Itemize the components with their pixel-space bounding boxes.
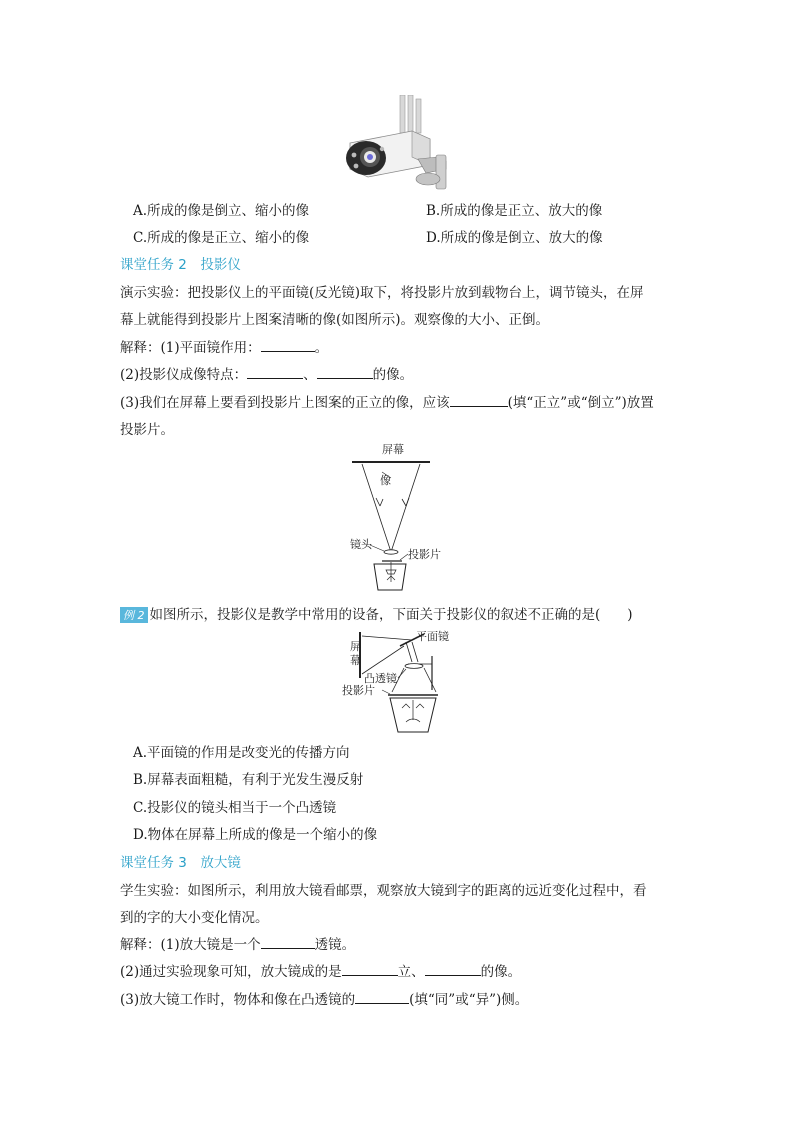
label-screen: 屏幕 <box>382 443 404 456</box>
task3-question-2: (2)通过实验现象可知，放大镜成的是 立、 的像。 <box>120 964 522 980</box>
label-mirror: 平面镜 <box>416 630 449 643</box>
task2-experiment-line2: 幕上就能得到投影片上图案清晰的像(如图所示)。观察像的大小、正倒。 <box>120 312 550 328</box>
task2-question-1: 解释：(1)平面镜作用： 。 <box>120 340 329 356</box>
projector-ray-diagram <box>340 440 460 592</box>
task2-question-3: (3)我们在屏幕上要看到投影片上图案的正立的像，应该 (填“正立”或“倒立”)放置 <box>120 395 654 411</box>
answer-blank[interactable] <box>355 992 409 1004</box>
section-title-task3: 课堂任务 3 放大镜 <box>120 855 241 871</box>
answer-blank[interactable] <box>247 367 303 379</box>
task3-experiment-line2: 到的字的大小变化情况。 <box>120 910 269 926</box>
label-image: 像 <box>380 474 391 487</box>
example2-option-a: A.平面镜的作用是改变光的传播方向 <box>133 745 350 761</box>
answer-blank[interactable] <box>425 964 481 976</box>
label-screen-1: 屏 <box>350 640 361 653</box>
task3-question-3: (3)放大镜工作时，物体和像在凸透镜的 (填“同”或“异”)侧。 <box>120 992 529 1008</box>
task2-question-3-line2: 投影片。 <box>120 422 174 438</box>
example-tag: 例 2 <box>120 607 148 623</box>
example2-question: 例 2 如图所示，投影仪是教学中常用的设备，下面关于投影仪的叙述不正确的是( ) <box>120 603 633 623</box>
example2-option-c: C.投影仪的镜头相当于一个凸透镜 <box>133 800 337 816</box>
task3-experiment-line1: 学生实验：如图所示，利用放大镜看邮票，观察放大镜到字的距离的远近变化过程中，看 <box>120 883 647 899</box>
example2-option-d: D.物体在屏幕上所成的像是一个缩小的像 <box>133 827 378 843</box>
option-c: C.所成的像是正立、缩小的像 <box>133 230 310 246</box>
overhead-projector-diagram <box>340 628 460 736</box>
label-screen-2: 幕 <box>350 654 361 667</box>
security-camera-image <box>342 95 457 192</box>
option-a: A.所成的像是倒立、缩小的像 <box>133 203 310 219</box>
answer-blank[interactable] <box>261 937 315 949</box>
label-slide: 投影片 <box>408 548 441 561</box>
label-convex-lens: 凸透镜 <box>364 672 397 685</box>
task3-question-1: 解释：(1)放大镜是一个 透镜。 <box>120 937 356 953</box>
option-d: D.所成的像是倒立、放大的像 <box>426 230 603 246</box>
task2-experiment-line1: 演示实验：把投影仪上的平面镜(反光镜)取下，将投影片放到载物台上，调节镜头，在屏 <box>120 285 644 301</box>
section-title-task2: 课堂任务 2 投影仪 <box>120 257 241 273</box>
answer-blank[interactable] <box>261 340 315 352</box>
task2-question-2: (2)投影仪成像特点： 、 的像。 <box>120 367 414 383</box>
example2-option-b: B.屏幕表面粗糙，有利于光发生漫反射 <box>133 772 364 788</box>
option-b: B.所成的像是正立、放大的像 <box>426 203 603 219</box>
answer-blank[interactable] <box>317 367 373 379</box>
label-slide-2: 投影片 <box>342 684 375 697</box>
label-lens: 镜头 <box>350 538 372 551</box>
answer-blank[interactable] <box>342 964 398 976</box>
answer-blank[interactable] <box>450 395 508 407</box>
